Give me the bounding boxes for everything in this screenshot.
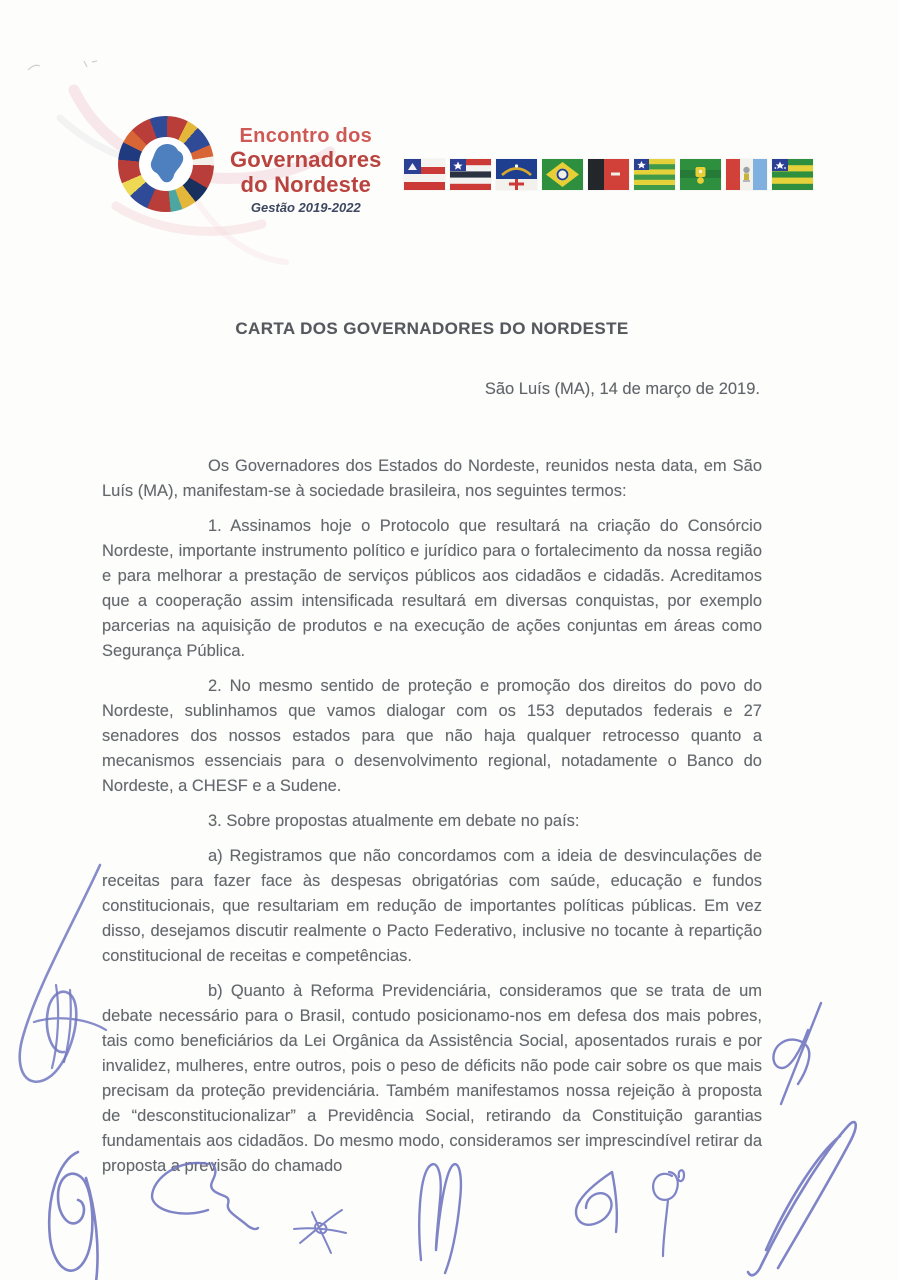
paragraph-item-3a: a) Registramos que não concordamos com a ideia de desvinculações de receitas para fazer face às despesas obrigatórias com saúde, educação e fundos constitucionais, que resultariam em redução de importantes políticas públicas. Em vez disso, desejamos discutir realmente o Pacto Federativo, inclusive no tocante à repartição constitucional de receitas e competências. (102, 847, 762, 965)
state-flags-row (404, 159, 813, 190)
paragraph-item-3b: b) Quanto à Reforma Previdenciária, consideramos que se trata de um debate necessário para o Brasil, contudo posicionamo-nos em defesa dos mais pobres, tais como beneficiários da Lei Orgânica da Assistência Social, aposentados rurais e por invalidez, mulheres, entre outros, pois o peso de déficits não pode cair sobre os que mais precisam da proteção previdenciária. Também manifestamos nossa rejeição à proposta de “desconstitucionalizar” a Previdência Social, retirando da Constituição garantias fundamentais aos cidadãos. Do mesmo modo, consideramos ser imprescindível retirar da proposta a previsão do chamado (102, 982, 762, 1175)
letter-body (102, 319, 762, 1179)
flag-piaui-icon (634, 159, 675, 190)
flag-alagoas-icon (726, 159, 767, 190)
flag-maranhao-icon (450, 159, 491, 190)
paragraph-intro: Os Governadores dos Estados do Nordeste, reunidos nesta data, em São Luís (MA), manifestam-se à sociedade brasileira, nos seguintes termos: (102, 457, 762, 500)
flag-ceara-icon (542, 159, 583, 190)
paragraph-item-1: 1. Assinamos hoje o Protocolo que resultará na criação do Consórcio Nordeste, importante instrumento político e jurídico para o fortalecimento da nossa região e para melhorar a prestação de serviços públicos aos cidadãos e cidadãs. Acreditamos que a cooperação assim intensificada resultará em diversas conquistas, por exemplo parcerias na aquisição de produtos e na execução de ações conjuntas em áreas como Segurança Pública. (102, 517, 762, 660)
logo-tagline: Gestão 2019-2022 (250, 200, 361, 215)
flag-pernambuco-icon (496, 159, 537, 190)
paragraph-item-3: 3. Sobre propostas atualmente em debate no país: (208, 812, 580, 830)
flag-bahia-icon (404, 159, 445, 190)
signature-right-stroke (748, 1122, 856, 1275)
signature-bottom-4 (653, 1170, 684, 1256)
signature-left-top (20, 865, 100, 1082)
signature-right-a (773, 1003, 821, 1104)
pencil-marks (28, 61, 97, 70)
flag-sergipe-icon (772, 159, 813, 190)
northeast-map-icon (146, 142, 186, 186)
flag-paraiba-icon (588, 159, 629, 190)
flag-rio-grande-do-norte-icon (680, 159, 721, 190)
paragraph-item-2: 2. No mesmo sentido de proteção e promoção dos direitos do povo do Nordeste, sublinhamos que vamos dialogar com os 153 deputados federais e 27 senadores dos nossos estados para que não haja qualquer retrocesso quanto a mecanismos essenciais para o desenvolvimento regional, notadamente o Banco do Nordeste, a CHESF e a Sudene. (102, 677, 762, 795)
logo-line-3: do Nordeste (240, 172, 372, 197)
logo-line-2: Governadores (230, 147, 382, 172)
page-title: CARTA DOS GOVERNADORES DO NORDESTE (235, 319, 629, 338)
signature-bottom-star (294, 1210, 346, 1253)
logo-ring-icon (118, 116, 214, 212)
dateline: São Luís (MA), 14 de março de 2019. (484, 380, 760, 398)
signature-left-top (34, 985, 106, 1068)
signature-bottom-2 (419, 1164, 461, 1273)
signature-left-bottom (49, 1152, 97, 1280)
logo-wordmark (230, 126, 382, 214)
signature-bottom-3 (576, 1172, 617, 1232)
logo-line-1: Encontro dos (239, 125, 373, 147)
event-logo (118, 116, 382, 214)
